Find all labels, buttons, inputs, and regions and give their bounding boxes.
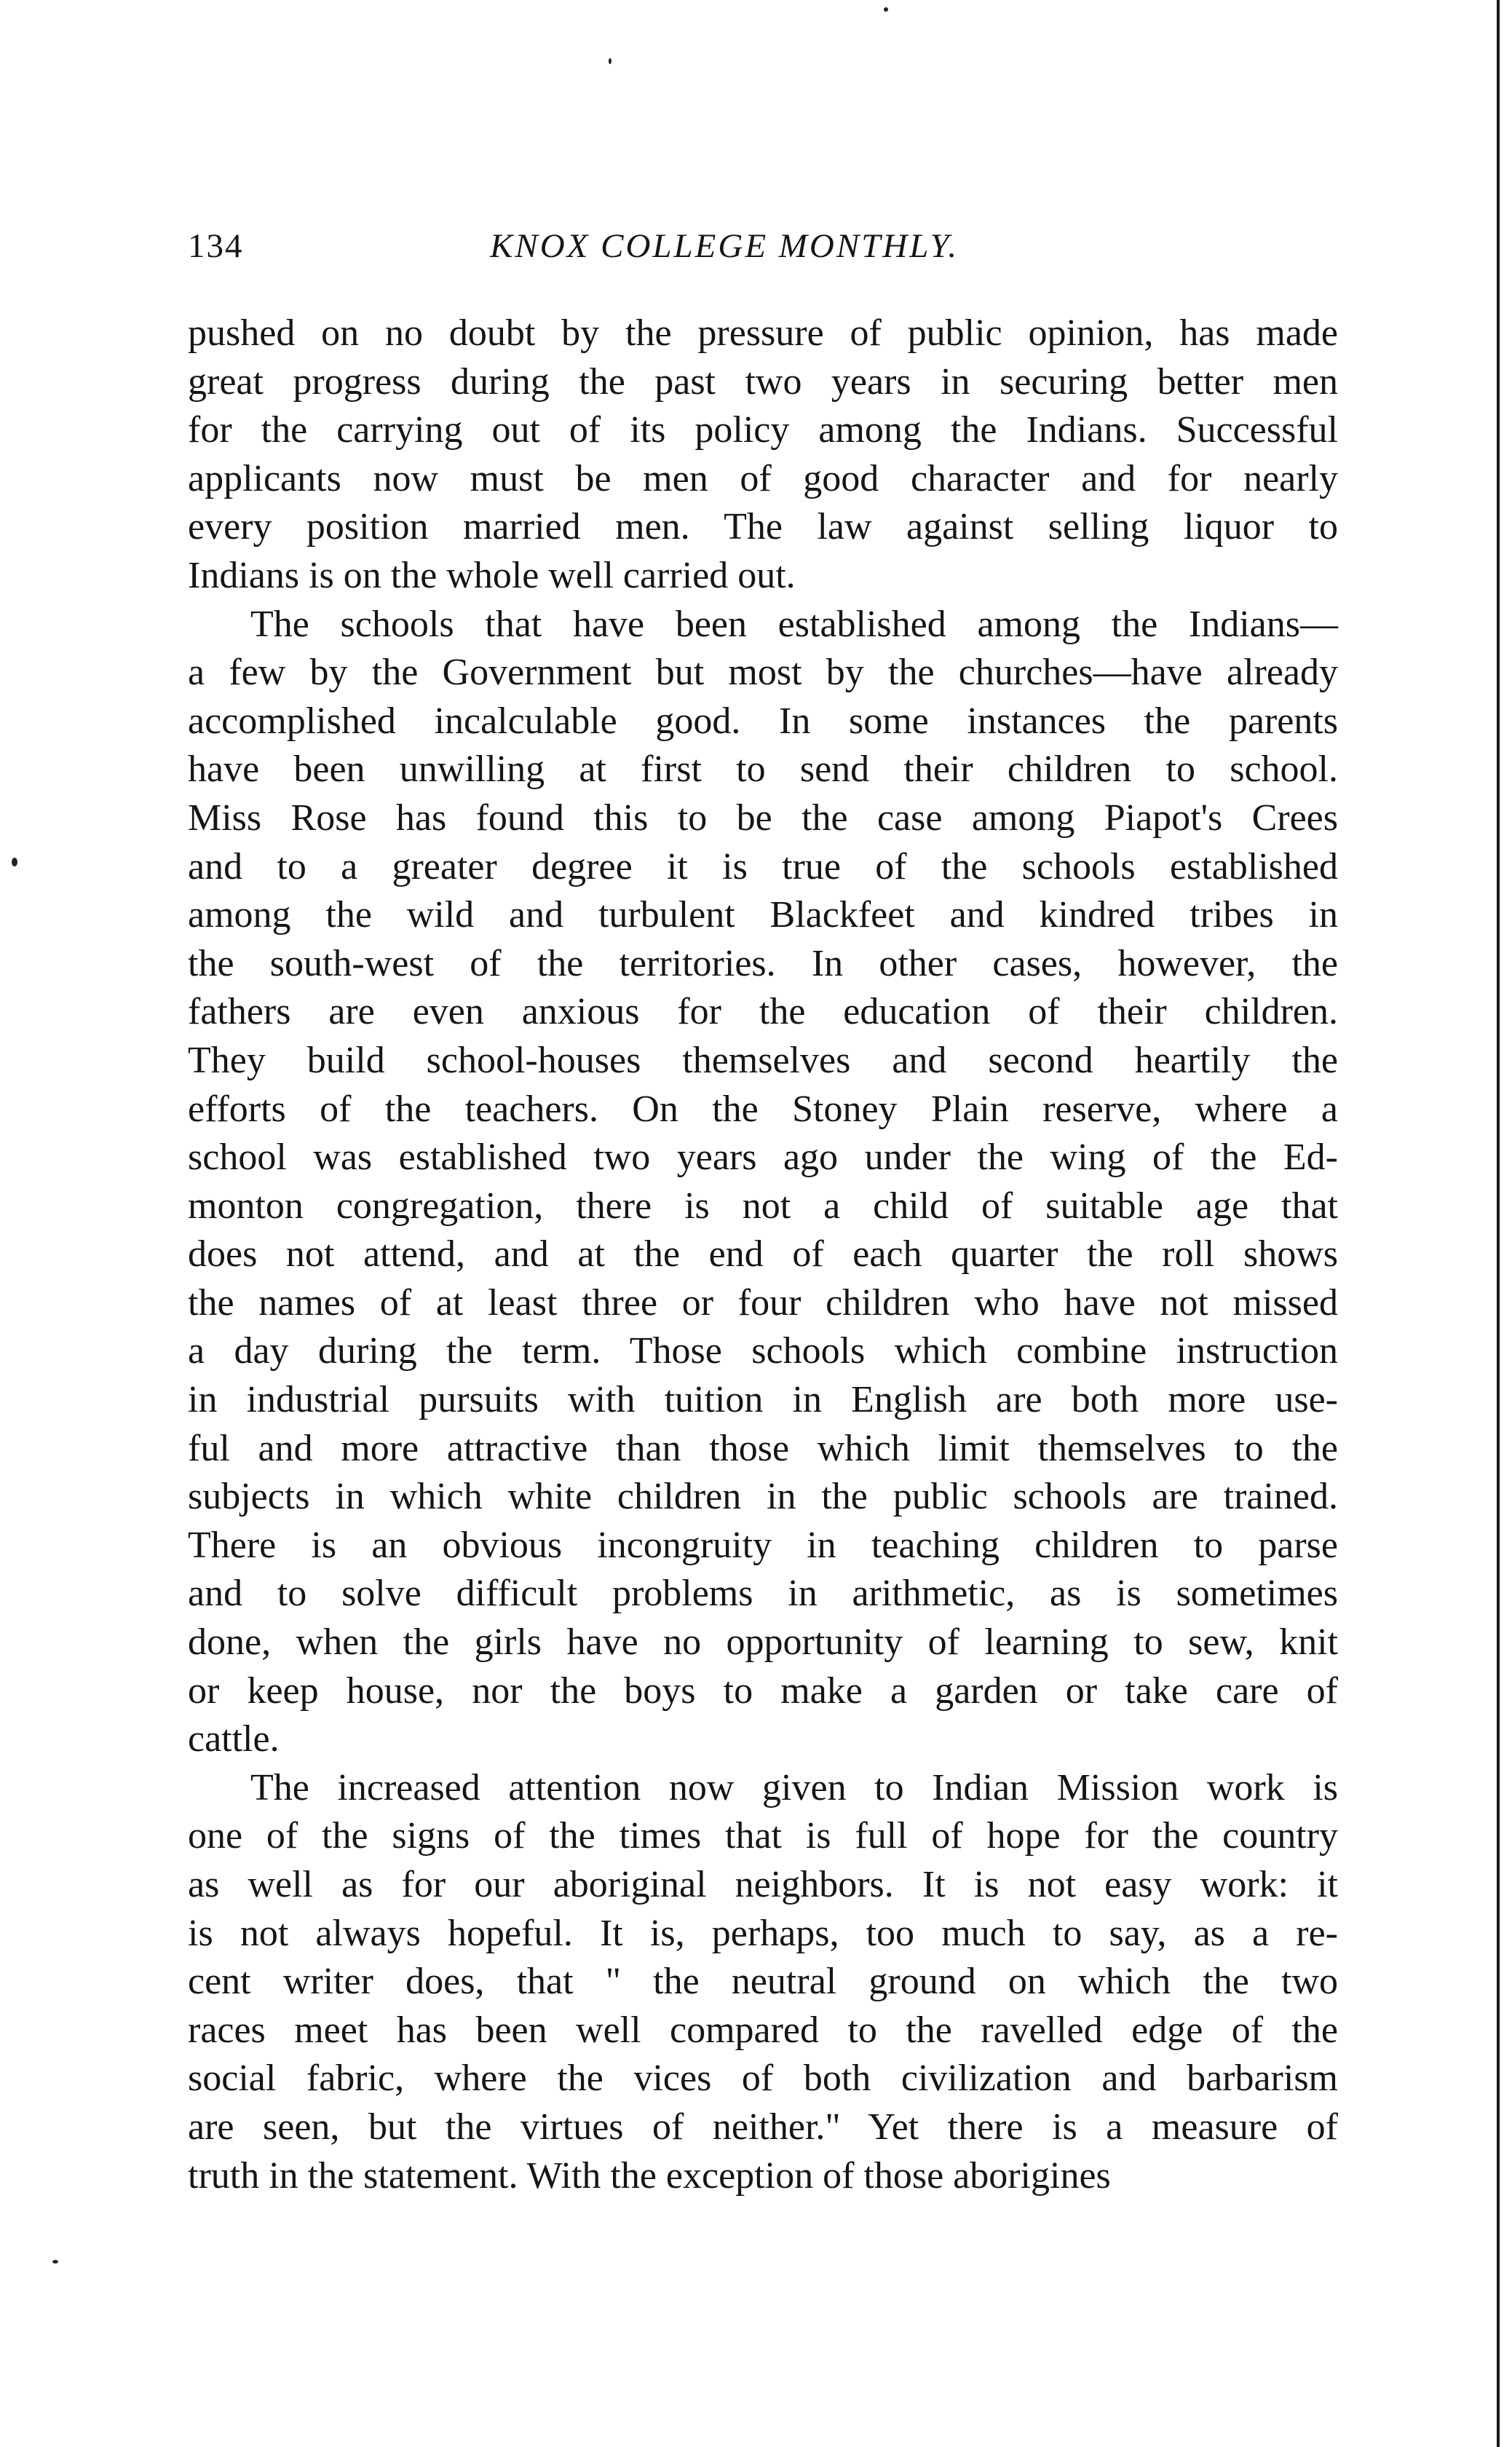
text-line: the south-west of the territories. In other cases, however, the <box>188 942 1338 984</box>
page-edge-rule <box>1497 0 1500 2447</box>
text-line: among the wild and turbulent Blackfeet and kindred tribes in <box>188 894 1338 936</box>
text-line: and to solve difficult problems in arithmetic, as is sometimes <box>188 1573 1338 1615</box>
text-line: school was established two years ago under the wing of the Ed- <box>188 1136 1338 1179</box>
text-line: Miss Rose has found this to be the case among Piapot's Crees <box>188 796 1338 839</box>
scan-speck <box>609 58 611 64</box>
text-line: every position married men. The law against selling liquor to <box>188 506 1338 548</box>
text-line: great progress during the past two years in securing better men <box>188 360 1338 403</box>
journal-title: KNOX COLLEGE MONTHLY. <box>490 227 959 265</box>
text-line: in industrial pursuits with tuition in English are both more use- <box>188 1379 1338 1421</box>
body-text <box>188 309 1338 2200</box>
text-line: pushed on no doubt by the pressure of public opinion, has made <box>188 312 1338 354</box>
paragraph <box>188 1764 1338 2200</box>
text-line: ful and more attractive than those which limit themselves to the <box>188 1427 1338 1469</box>
text-line: the names of at least three or four children who have not missed <box>188 1281 1338 1324</box>
text-line: There is an obvious incongruity in teaching children to parse <box>188 1524 1338 1566</box>
text-line: have been unwilling at first to send their children to school. <box>188 748 1338 791</box>
text-line: and to a greater degree it is true of the schools established <box>188 845 1338 888</box>
text-line: for the carrying out of its policy among the Indians. Successful <box>188 409 1338 451</box>
paragraph <box>188 309 1338 601</box>
scan-speck <box>12 858 17 866</box>
text-line: a day during the term. Those schools which combine instruction <box>188 1330 1338 1372</box>
text-line: a few by the Government but most by the churches—have already <box>188 652 1338 694</box>
text-line: one of the signs of the times that is full of hope for the country <box>188 1815 1338 1857</box>
text-line: accomplished incalculable good. In some instances the parents <box>188 700 1338 742</box>
text-line: subjects in which white children in the public schools are trained. <box>188 1476 1338 1518</box>
page-number: 134 <box>188 227 244 265</box>
scan-speck <box>52 2260 58 2264</box>
running-head <box>188 224 1338 268</box>
text-line: The schools that have been established among the Indians— <box>250 603 1338 645</box>
text-line: is not always hopeful. It is, perhaps, too much to say, as a re- <box>188 1912 1338 1954</box>
text-line: social fabric, where the vices of both civilization and barbarism <box>188 2057 1338 2100</box>
text-line: They build school-houses themselves and second heartily the <box>188 1039 1338 1081</box>
paragraph <box>188 601 1338 1764</box>
text-line: cattle. <box>188 1718 280 1760</box>
text-line: Indians is on the whole well carried out. <box>188 554 796 596</box>
text-line: efforts of the teachers. On the Stoney Plain reserve, where a <box>188 1088 1338 1130</box>
text-line: races meet has been well compared to the ravelled edge of the <box>188 2009 1338 2051</box>
scan-speck <box>884 7 888 12</box>
text-line: done, when the girls have no opportunity of learning to sew, knit <box>188 1621 1338 1664</box>
text-line: truth in the statement. With the exception of those aborigines <box>188 2154 1111 2197</box>
text-line: monton congregation, there is not a child of suitable age that <box>188 1185 1338 1227</box>
text-line: cent writer does, that " the neutral ground on which the two <box>188 1961 1338 2003</box>
text-line: does not attend, and at the end of each quarter the roll shows <box>188 1233 1338 1276</box>
text-line: The increased attention now given to Indian Mission work is <box>250 1766 1338 1808</box>
text-line: are seen, but the virtues of neither." Yet there is a measure of <box>188 2106 1338 2148</box>
text-line: as well as for our aboriginal neighbors. It is not easy work: it <box>188 1864 1338 1905</box>
text-line: applicants now must be men of good character and for nearly <box>188 457 1338 499</box>
text-line: or keep house, nor the boys to make a garden or take care of <box>188 1669 1338 1712</box>
text-line: fathers are even anxious for the education of their children. <box>188 991 1338 1033</box>
